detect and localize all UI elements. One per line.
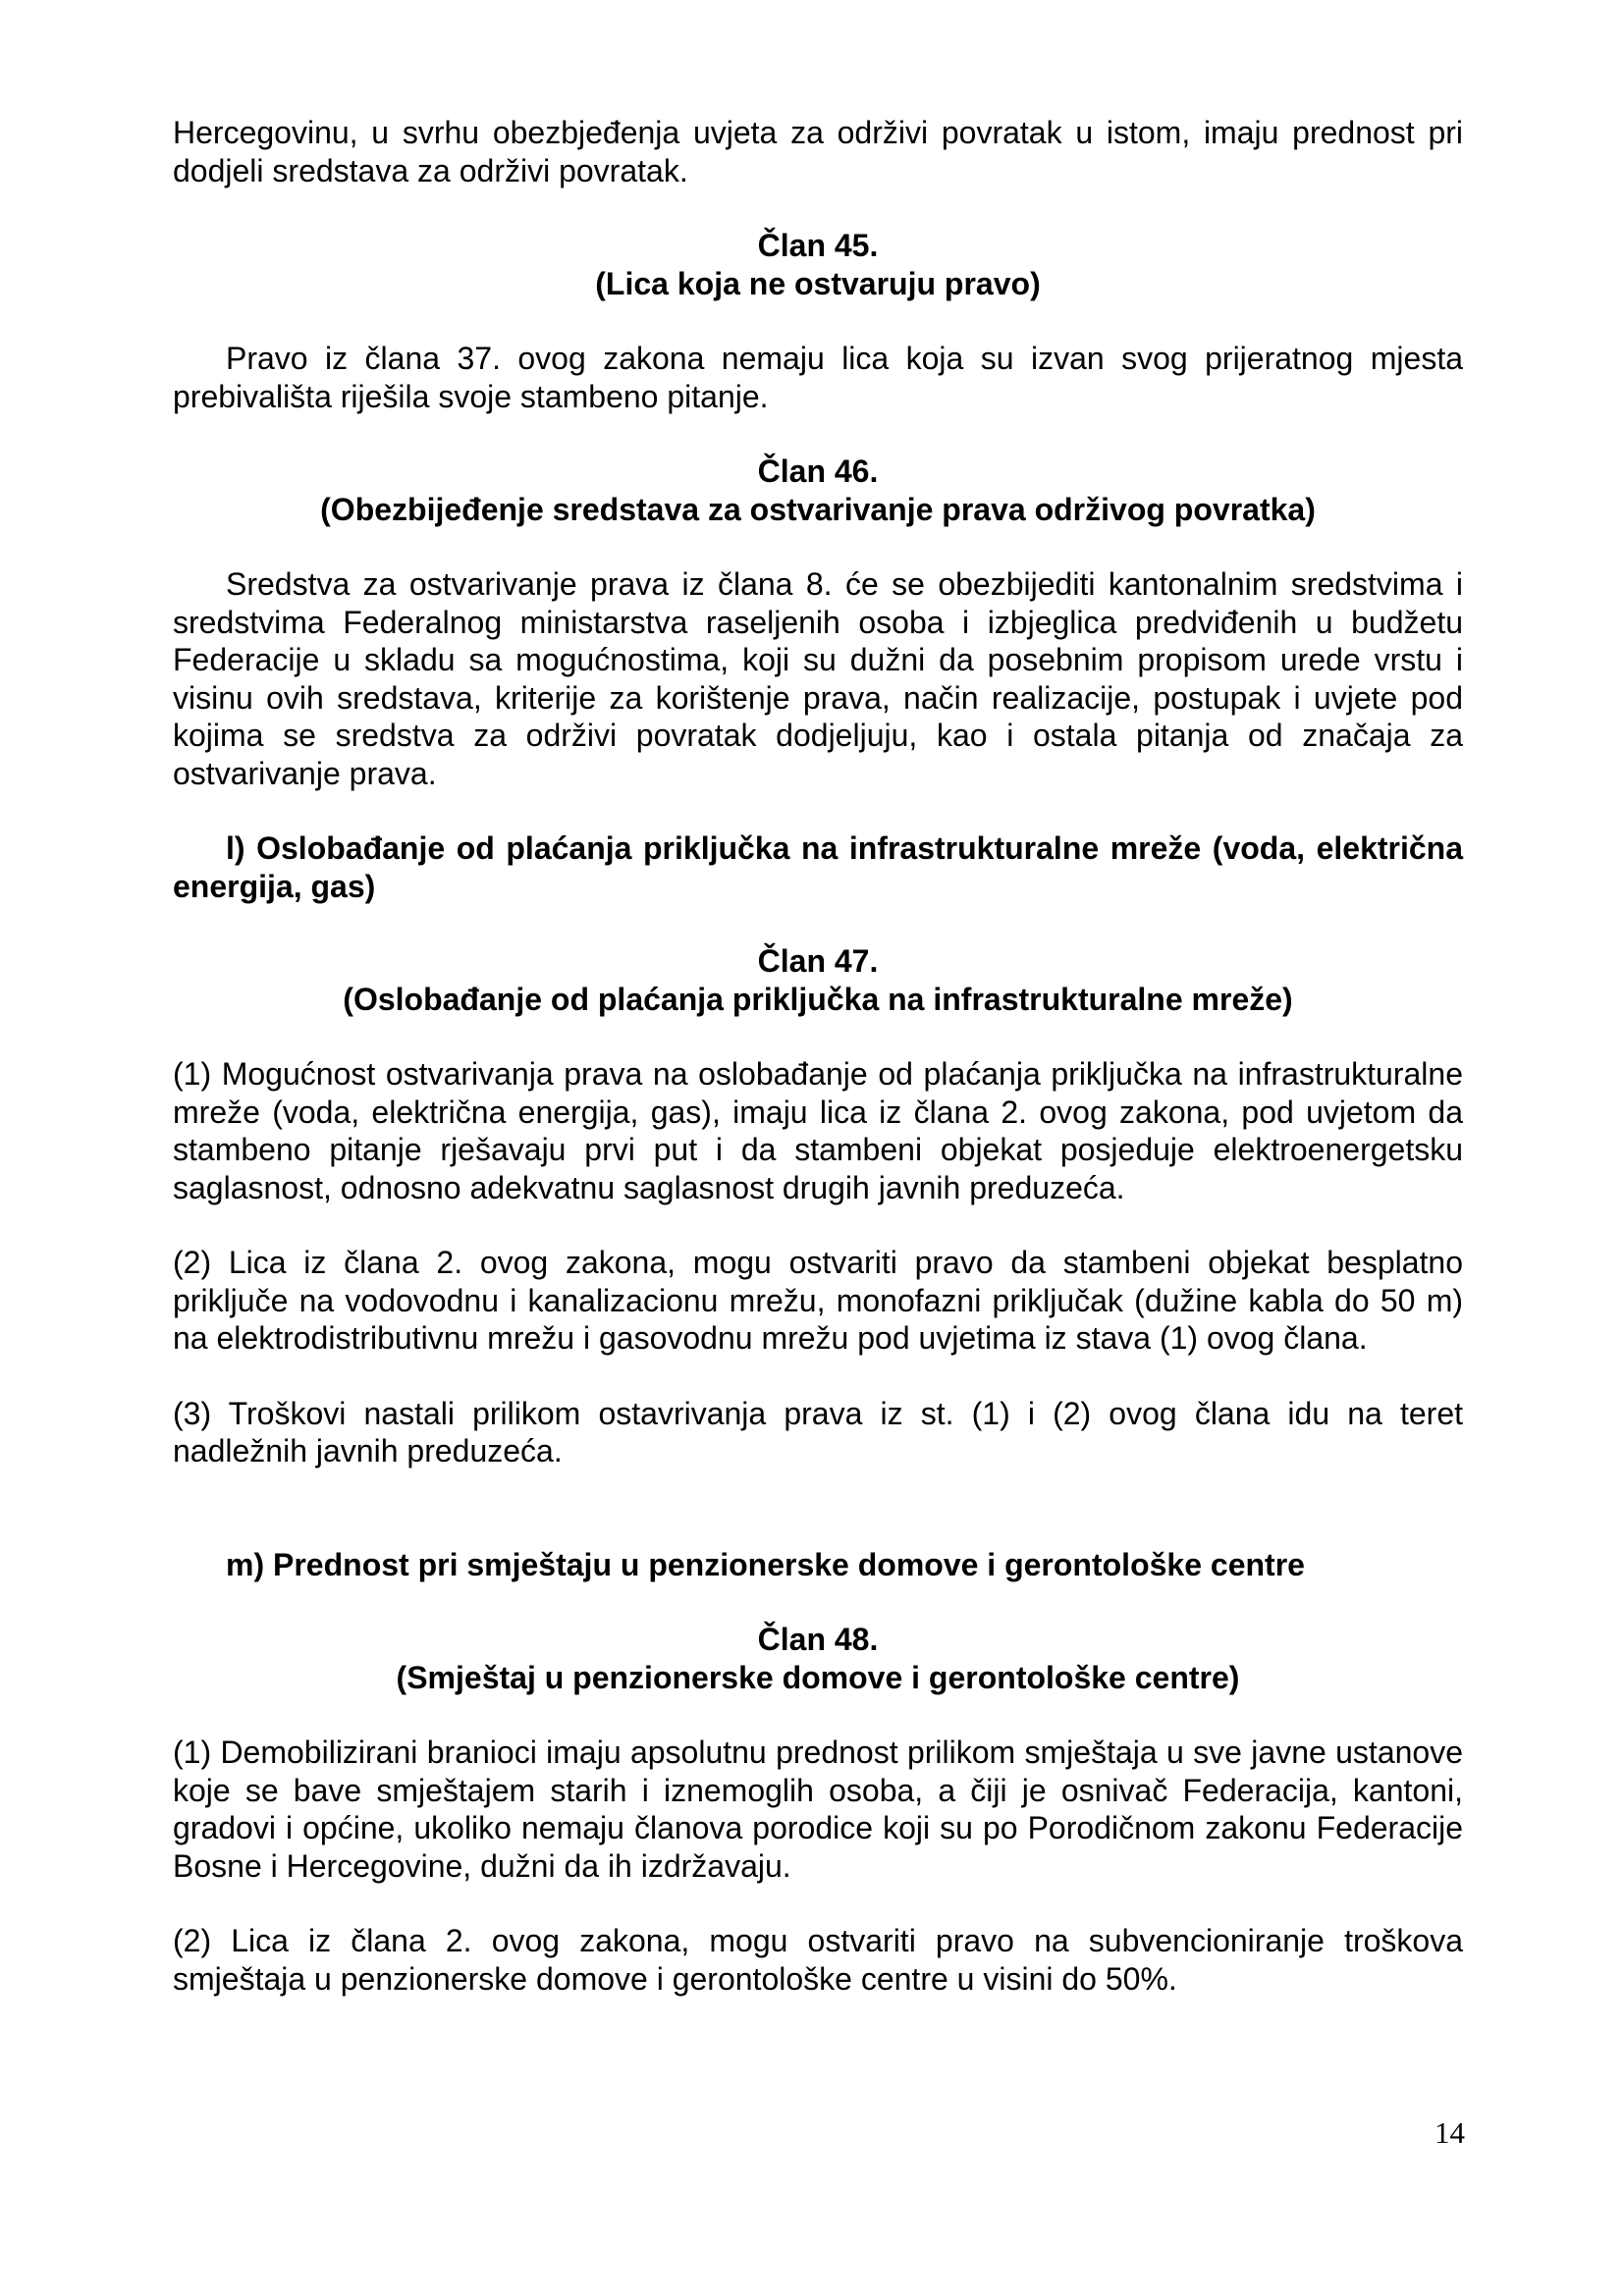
document-page — [173, 114, 1463, 1998]
article-47-paragraph-2: (2) Lica iz člana 2. ovog zakona, mogu ostvariti pravo da stambeni objekat besplatno priključe na vodovodnu i kanalizacionu mrežu, monofazni priključak (dužine kabla do 50 m) na elektrodistributivnu mrežu i gasovodnu mrežu pod uvjetima iz stava (1) ovog člana. — [173, 1245, 1463, 1356]
article-48-paragraph-1: (1) Demobilizirani branioci imaju apsolutnu prednost prilikom smještaja u sve javne ustanove koje se bave smještajem starih i iznemoglih osoba, a čiji je osnivač Federacija, kantoni, gradovi i općine, ukoliko nemaju članova porodice koji su po Porodičnom zakonu Federacije Bosne i Hercegovine, dužni da ih izdržavaju. — [173, 1735, 1463, 1884]
section-l-heading: l) Oslobađanje od plaćanja priključka na infrastrukturalne mreže (voda, električna energija, gas) — [173, 830, 1463, 904]
section-m-heading: m) Prednost pri smještaju u penzionerske domove i gerontološke centre — [226, 1546, 1305, 1582]
article-48-number: Član 48. — [757, 1622, 879, 1657]
article-45-number: Član 45. — [757, 228, 879, 263]
article-47-paragraph-1: (1) Mogućnost ostvarivanja prava na oslobađanje od plaćanja priključka na infrastrukturalne mreže (voda, električna energija, gas), imaju lica iz člana 2. ovog zakona, pod uvjetom da stambeno pitanje rješavaju prvi put i da stambeni objekat posjeduje elektroenergetsku saglasnost, odnosno adekvatnu saglasnost drugih javnih preduzeća. — [173, 1056, 1463, 1205]
article-46-title: (Obezbijeđenje sredstava za ostvarivanje prava održivog povratka) — [320, 491, 1316, 527]
article-48-paragraph-2: (2) Lica iz člana 2. ovog zakona, mogu ostvariti pravo na subvencioniranje troškova smještaja u penzionerske domove i gerontološke centre u visini do 50%. — [173, 1923, 1463, 1997]
page-number: 14 — [1435, 2115, 1465, 2150]
intro-paragraph: Hercegovinu, u svrhu obezbjeđenja uvjeta za održivi povratak u istom, imaju prednost pri dodjeli sredstava za održivi povratak. — [173, 115, 1463, 188]
article-46-text: Sredstva za ostvarivanje prava iz člana 8. će se obezbijediti kantonalnim sredstvima i sredstvima Federalnog ministarstva raseljenih osoba i izbjeglica predviđenih u budžetu Federacije u skladu sa mogućnostima, koji su dužni da posebnim propisom urede vrstu i visinu ovih sredstava, kriterije za korištenje prava, način realizacije, postupak i uvjete pod kojima se sredstva za održivi povratak dodjeljuju, kao i ostala pitanja od značaja za ostvarivanje prava. — [173, 566, 1463, 791]
article-45-text: Pravo iz člana 37. ovog zakona nemaju lica koja su izvan svog prijeratnog mjesta prebivališta riješila svoje stambeno pitanje. — [173, 341, 1463, 414]
article-47-number: Član 47. — [757, 943, 879, 979]
article-45-title: (Lica koja ne ostvaruju pravo) — [595, 265, 1041, 301]
article-46-number: Član 46. — [757, 454, 879, 489]
article-47-title: (Oslobađanje od plaćanja priključka na infrastrukturalne mreže) — [343, 981, 1293, 1017]
article-48-title: (Smještaj u penzionerske domove i gerontološke centre) — [396, 1659, 1240, 1695]
article-47-paragraph-3: (3) Troškovi nastali prilikom ostavrivanja prava iz st. (1) i (2) ovog člana idu na teret nadležnih javnih preduzeća. — [173, 1395, 1463, 1468]
